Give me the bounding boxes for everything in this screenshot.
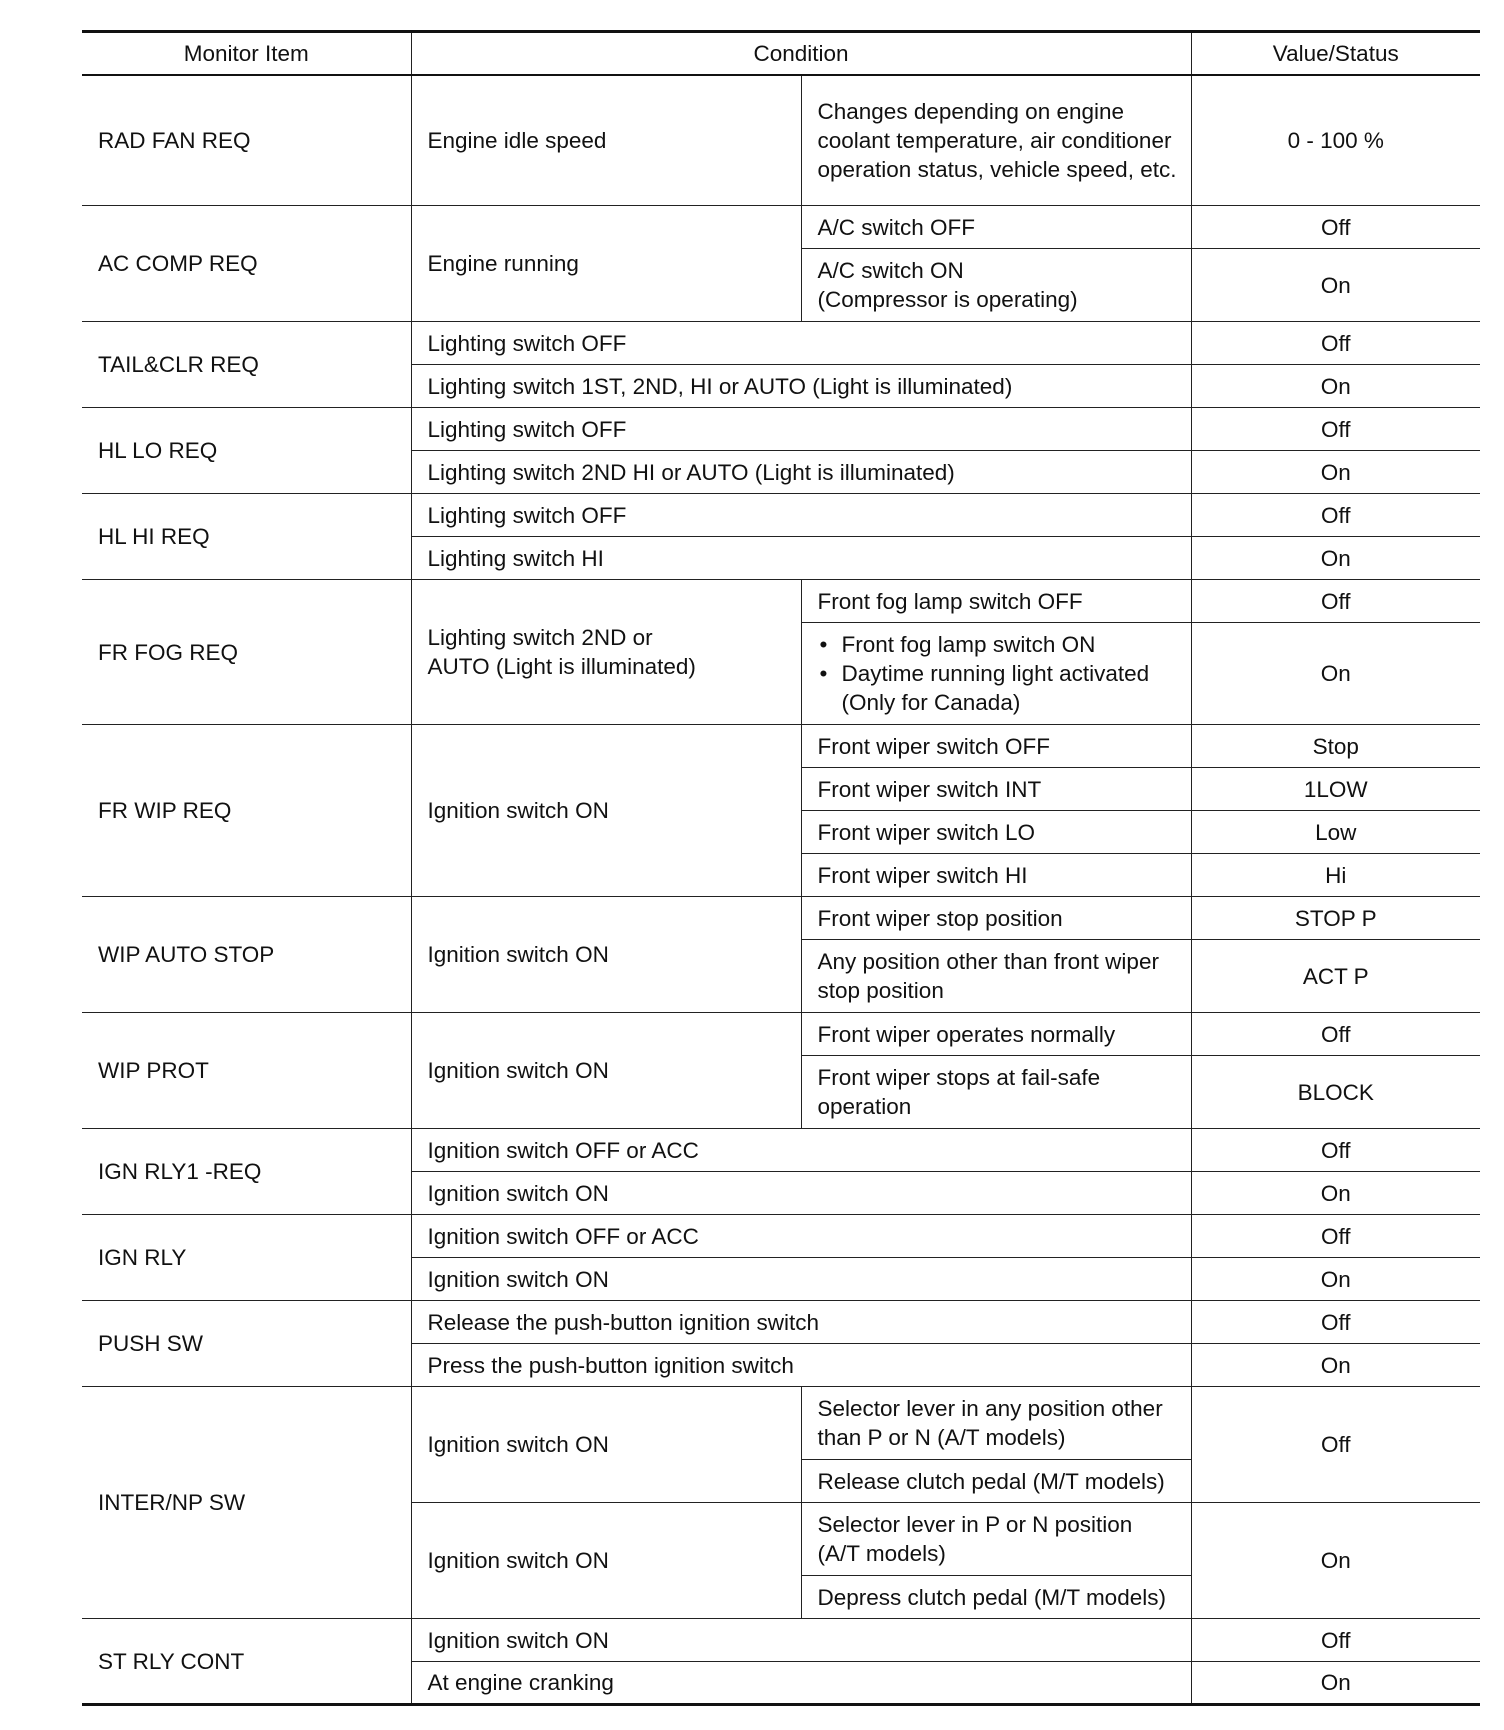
value-status: Off	[1191, 206, 1480, 249]
value-status: Off	[1191, 1129, 1480, 1172]
condition: At engine cranking	[411, 1662, 1191, 1705]
condition: Ignition switch OFF or ACC	[411, 1129, 1191, 1172]
condition: Ignition switch ON	[411, 897, 801, 1013]
condition: Lighting switch OFF	[411, 408, 1191, 451]
value-status: Off	[1191, 1013, 1480, 1056]
sub-condition-line: A/C switch ON	[817, 258, 964, 283]
monitor-item-table	[82, 30, 1480, 1706]
value-status: BLOCK	[1191, 1056, 1480, 1129]
monitor-item: FR FOG REQ	[82, 580, 411, 725]
monitor-item: HL HI REQ	[82, 494, 411, 580]
condition: Press the push-button ignition switch	[411, 1344, 1191, 1387]
sub-condition: Selector lever in P or N position (A/T models)	[801, 1503, 1191, 1576]
table-row	[82, 75, 1480, 206]
table-row	[82, 1387, 1480, 1460]
value-status: Stop	[1191, 725, 1480, 768]
table-row	[82, 1301, 1480, 1344]
sub-condition: Front wiper switch INT	[801, 768, 1191, 811]
monitor-item: IGN RLY	[82, 1215, 411, 1301]
value-status: Off	[1191, 408, 1480, 451]
table-row	[82, 1129, 1480, 1172]
value-status: On	[1191, 249, 1480, 322]
sub-condition: A/C switch OFF	[801, 206, 1191, 249]
header-condition: Condition	[411, 32, 1191, 75]
sub-condition: Front wiper switch OFF	[801, 725, 1191, 768]
table-row	[82, 1215, 1480, 1258]
value-status: Off	[1191, 1215, 1480, 1258]
table-row	[82, 1013, 1480, 1056]
condition: Engine idle speed	[411, 75, 801, 206]
table-row	[82, 206, 1480, 249]
monitor-item: INTER/NP SW	[82, 1387, 411, 1619]
monitor-item: WIP AUTO STOP	[82, 897, 411, 1013]
value-status: On	[1191, 537, 1480, 580]
header-value-status: Value/Status	[1191, 32, 1480, 75]
condition: Ignition switch ON	[411, 725, 801, 897]
condition-line: AUTO (Light is illuminated)	[427, 654, 696, 679]
condition: Lighting switch 1ST, 2ND, HI or AUTO (Light is illuminated)	[411, 365, 1191, 408]
table-row	[82, 1619, 1480, 1662]
condition: Lighting switch OFF	[411, 322, 1191, 365]
table-row	[82, 725, 1480, 768]
condition: Lighting switch OFF	[411, 494, 1191, 537]
value-status: On	[1191, 1344, 1480, 1387]
value-status: On	[1191, 1172, 1480, 1215]
value-status: Hi	[1191, 854, 1480, 897]
monitor-item: FR WIP REQ	[82, 725, 411, 897]
condition: Lighting switch 2ND HI or AUTO (Light is illuminated)	[411, 451, 1191, 494]
value-status: On	[1191, 1258, 1480, 1301]
value-status: Off	[1191, 494, 1480, 537]
monitor-item: AC COMP REQ	[82, 206, 411, 322]
monitor-item: ST RLY CONT	[82, 1619, 411, 1705]
value-status: On	[1191, 451, 1480, 494]
condition: Engine running	[411, 206, 801, 322]
sub-condition-line: (Compressor is operating)	[817, 287, 1078, 312]
value-status: Off	[1191, 580, 1480, 623]
sub-condition: Release clutch pedal (M/T models)	[801, 1460, 1191, 1503]
monitor-item: PUSH SW	[82, 1301, 411, 1387]
condition: Release the push-button ignition switch	[411, 1301, 1191, 1344]
monitor-item: RAD FAN REQ	[82, 75, 411, 206]
value-status: On	[1191, 1503, 1480, 1619]
sub-condition: Front wiper stop position	[801, 897, 1191, 940]
bullet-list	[818, 630, 1179, 717]
sub-condition: Front fog lamp switch OFF	[801, 580, 1191, 623]
table-row	[82, 897, 1480, 940]
condition: Ignition switch ON	[411, 1172, 1191, 1215]
condition: Ignition switch ON	[411, 1258, 1191, 1301]
sub-condition: Selector lever in any position other than P or N (A/T models)	[801, 1387, 1191, 1460]
value-status: On	[1191, 1662, 1480, 1705]
sub-condition: Front wiper switch LO	[801, 811, 1191, 854]
condition: Lighting switch HI	[411, 537, 1191, 580]
condition-line: Lighting switch 2ND or	[427, 625, 653, 650]
condition: Ignition switch ON	[411, 1619, 1191, 1662]
value-status: On	[1191, 623, 1480, 725]
condition: Ignition switch ON	[411, 1387, 801, 1503]
list-item: • Front fog lamp switch ON	[818, 630, 1179, 659]
value-status: 1LOW	[1191, 768, 1480, 811]
value-status: Off	[1191, 1619, 1480, 1662]
value-status: On	[1191, 365, 1480, 408]
value-status: Off	[1191, 322, 1480, 365]
sub-condition: Front wiper stops at fail-safe operation	[801, 1056, 1191, 1129]
sub-condition: Front wiper operates normally	[801, 1013, 1191, 1056]
condition: Ignition switch ON	[411, 1013, 801, 1129]
sub-condition: Depress clutch pedal (M/T models)	[801, 1576, 1191, 1619]
value-status: 0 - 100 %	[1191, 75, 1480, 206]
value-status: ACT P	[1191, 940, 1480, 1013]
table-row	[82, 322, 1480, 365]
monitor-item: IGN RLY1 -REQ	[82, 1129, 411, 1215]
condition: Ignition switch OFF or ACC	[411, 1215, 1191, 1258]
table-row	[82, 494, 1480, 537]
monitor-item: TAIL&CLR REQ	[82, 322, 411, 408]
condition	[411, 580, 801, 725]
value-status: Low	[1191, 811, 1480, 854]
table-row	[82, 408, 1480, 451]
sub-condition: Any position other than front wiper stop position	[801, 940, 1191, 1013]
sub-condition	[801, 249, 1191, 322]
condition: Ignition switch ON	[411, 1503, 801, 1619]
monitor-item: WIP PROT	[82, 1013, 411, 1129]
table-row	[82, 580, 1480, 623]
value-status: STOP P	[1191, 897, 1480, 940]
value-status: Off	[1191, 1301, 1480, 1344]
sub-condition: Front wiper switch HI	[801, 854, 1191, 897]
sub-condition	[801, 623, 1191, 725]
header-monitor-item: Monitor Item	[82, 32, 411, 75]
value-status: Off	[1191, 1387, 1480, 1503]
header-row	[82, 32, 1480, 75]
sub-condition: Changes depending on engine coolant temperature, air conditioner operation status, vehicle speed, etc.	[801, 75, 1191, 206]
list-item: • Daytime running light activated (Only for Canada)	[818, 659, 1179, 717]
monitor-item: HL LO REQ	[82, 408, 411, 494]
